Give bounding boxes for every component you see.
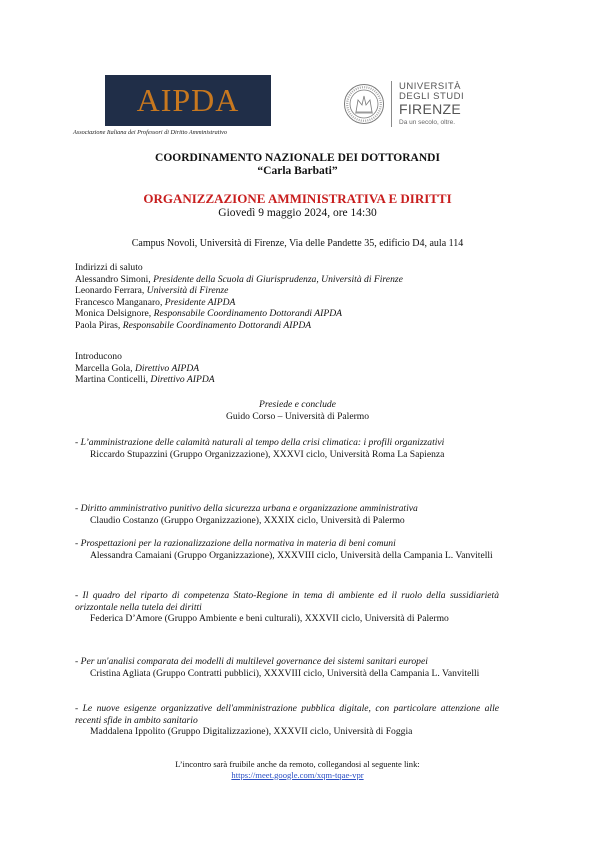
- logo-divider: [391, 81, 392, 127]
- talk-item: [75, 503, 499, 526]
- person-name: Monica Delsignore,: [75, 308, 154, 320]
- chair-section: [0, 399, 595, 423]
- greeting-person: [75, 320, 520, 332]
- talk-item: [75, 703, 499, 738]
- introduction-section: [75, 351, 520, 386]
- event-title: ORGANIZZAZIONE AMMINISTRATIVA E DIRITTI: [143, 191, 452, 206]
- talk-speaker: Maddalena Ippolito (Gruppo Digitalizzazione), XXXVII ciclo, Università di Foggia: [90, 726, 413, 738]
- chair-heading: Presiede e conclude: [259, 399, 336, 410]
- talk-item: [75, 656, 499, 679]
- unifi-motto: Da un secolo, oltre.: [399, 119, 456, 126]
- talk-speaker: Claudio Costanzo (Gruppo Organizzazione), XXXIX ciclo, Università di Palermo: [90, 514, 405, 526]
- person-role: Responsabile Coordinamento Dottorandi AIPDA: [122, 319, 312, 331]
- aipda-logo-block: [73, 75, 273, 136]
- person-name: Alessandro Simoni,: [75, 273, 154, 285]
- talk-title: - Diritto amministrativo punitivo della sicurezza urbana e organizzazione amministrativa: [75, 503, 418, 514]
- talk-title: - Il quadro del riparto di competenza Stato-Regione in tema di ambiente ed il ruolo della sussidiarietà orizzontale nella tutela dei diritti: [75, 590, 499, 613]
- talk-speaker: Federica D’Amore (Gruppo Ambiente e beni culturali), XXXVII ciclo, Università di Palermo: [90, 613, 449, 625]
- meet-link[interactable]: https://meet.google.com/xqm-tqae-vpr: [231, 769, 364, 780]
- event-venue: Campus Novoli, Università di Firenze, Via delle Pandette 35, edificio D4, aula 114: [131, 238, 464, 249]
- talk-title: - L’amministrazione delle calamità naturali al tempo della crisi climatica: i profili organizzativi: [75, 437, 445, 448]
- person-role: Università di Firenze: [146, 285, 229, 297]
- greeting-person: [75, 285, 520, 297]
- person-name: Martina Conticelli,: [75, 374, 151, 386]
- person-role: Presidente della Scuola di Giurisprudenza, Università di Firenze: [153, 273, 403, 285]
- talk-item: [75, 437, 499, 460]
- talk-item: [75, 538, 499, 561]
- intro-person: [75, 374, 520, 386]
- talk-speaker: Cristina Agliata (Gruppo Contratti pubblici), XXXVIII ciclo, Università della Campania L. Vanvitelli: [90, 667, 480, 679]
- talk-title: - Per un'analisi comparata dei modelli di multilevel governance dei sistemi sanitari europei: [75, 656, 428, 667]
- footer: [0, 759, 595, 780]
- intro-person: [75, 363, 520, 375]
- person-name: Leonardo Ferrara,: [75, 285, 147, 297]
- greetings-heading: Indirizzi di saluto: [75, 262, 143, 273]
- unifi-line1: UNIVERSITÀ: [399, 81, 462, 92]
- talk-speaker: Alessandra Camaiani (Gruppo Organizzazione), XXXVIII ciclo, Università della Campania L. Vanvitelli: [90, 549, 493, 561]
- talk-item: [75, 590, 499, 625]
- coordination-title: COORDINAMENTO NAZIONALE DEI DOTTORANDI: [155, 152, 440, 164]
- talk-speaker: Riccardo Stupazzini (Gruppo Organizzazione), XXXVI ciclo, Università Roma La Sapienza: [90, 448, 445, 460]
- introduction-heading: Introducono: [75, 351, 122, 362]
- unifi-line2: DEGLI STUDI: [399, 91, 465, 102]
- unifi-logo-block: [343, 76, 503, 132]
- person-role: Direttivo AIPDA: [134, 362, 200, 374]
- aipda-logo: AIPDA: [105, 75, 271, 126]
- talk-title: - Le nuove esigenze organizzative dell'amministrazione pubblica digitale, con particolare attenzione alle recenti sfide in ambito sanitario: [75, 703, 499, 726]
- remote-note: L’incontro sarà fruibile anche da remoto, collegandosi al seguente link:: [175, 759, 420, 769]
- unifi-line3: FIRENZE: [399, 101, 461, 117]
- person-role: Responsabile Coordinamento Dottorandi AIPDA: [153, 308, 343, 320]
- greeting-person: [75, 308, 520, 320]
- event-date: Giovedì 9 maggio 2024, ore 14:30: [218, 207, 377, 219]
- greeting-person: [75, 274, 520, 286]
- talk-title: - Prospettazioni per la razionalizzazione della normativa in materia di beni comuni: [75, 538, 396, 549]
- greetings-section: [75, 262, 520, 332]
- person-name: Marcella Gola,: [75, 362, 135, 374]
- university-seal-icon: [343, 83, 385, 125]
- aipda-caption: Associazione Italiana dei Professori di Diritto Amministrativo: [73, 129, 227, 136]
- person-name: Paola Piras,: [75, 319, 123, 331]
- greeting-person: [75, 297, 520, 309]
- unifi-wordmark: [399, 82, 464, 126]
- coordination-subtitle: “Carla Barbati”: [257, 165, 338, 177]
- chair-name: Guido Corso – Università di Palermo: [225, 411, 370, 422]
- person-name: Francesco Manganaro,: [75, 296, 165, 308]
- person-role: Presidente AIPDA: [164, 296, 236, 308]
- person-role: Direttivo AIPDA: [150, 374, 215, 386]
